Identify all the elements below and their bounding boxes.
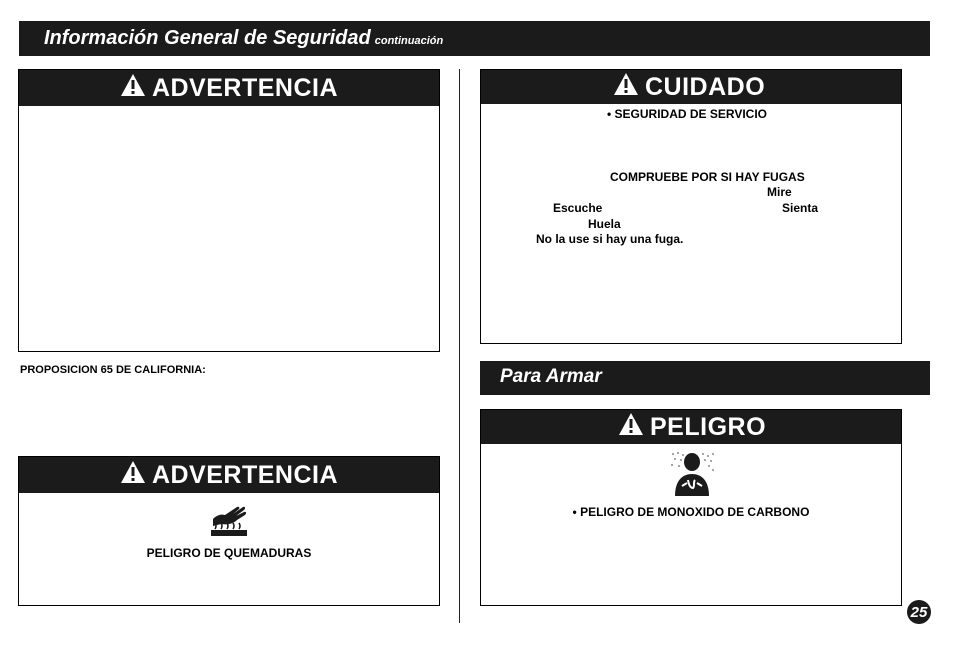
prop65-label: PROPOSICION 65 DE CALIFORNIA: xyxy=(20,364,206,376)
section-title: Para Armar xyxy=(500,366,602,387)
look-label: Mire xyxy=(767,185,792,199)
warning-box-2 xyxy=(18,456,440,606)
header-title xyxy=(44,27,443,50)
carbon-monoxide-icon xyxy=(669,450,715,501)
header-title-text: Información General de Seguridad xyxy=(44,27,371,49)
warning-box-2-title: ADVERTENCIA xyxy=(151,460,339,489)
check-leaks-label: COMPRUEBE POR SI HAY FUGAS xyxy=(610,170,805,184)
caution-box-header xyxy=(481,70,901,104)
listen-label: Escuche xyxy=(553,201,603,215)
warning-triangle-icon xyxy=(120,460,146,491)
page-number: 25 xyxy=(907,600,931,624)
header-bar xyxy=(19,21,930,56)
warning-box-1-header xyxy=(19,70,439,106)
co-hazard-label: • PELIGRO DE MONOXIDO DE CARBONO xyxy=(572,505,810,519)
danger-box-title: PELIGRO xyxy=(650,412,767,441)
feel-label: Sienta xyxy=(782,201,819,215)
header-subtitle: continuación xyxy=(374,35,444,47)
caution-box xyxy=(480,69,902,344)
column-divider xyxy=(459,69,460,623)
warning-box-2-header xyxy=(19,457,439,493)
warning-box-1-title: ADVERTENCIA xyxy=(151,73,339,102)
hot-surface-hand-icon xyxy=(209,497,249,544)
danger-box-header xyxy=(481,410,901,444)
caution-box-title: CUIDADO xyxy=(645,72,766,101)
warning-triangle-icon xyxy=(613,72,639,103)
service-safety-label: • SEGURIDAD DE SERVICIO xyxy=(607,107,768,121)
warning-triangle-icon xyxy=(618,412,644,443)
section-bar xyxy=(480,361,930,395)
no-use-label: No la use si hay una fuga. xyxy=(536,232,684,246)
smell-label: Huela xyxy=(588,217,621,231)
burn-hazard-label: PELIGRO DE QUEMADURAS xyxy=(146,546,312,560)
warning-box-1 xyxy=(18,69,440,352)
danger-box xyxy=(480,409,902,606)
warning-triangle-icon xyxy=(120,73,146,104)
